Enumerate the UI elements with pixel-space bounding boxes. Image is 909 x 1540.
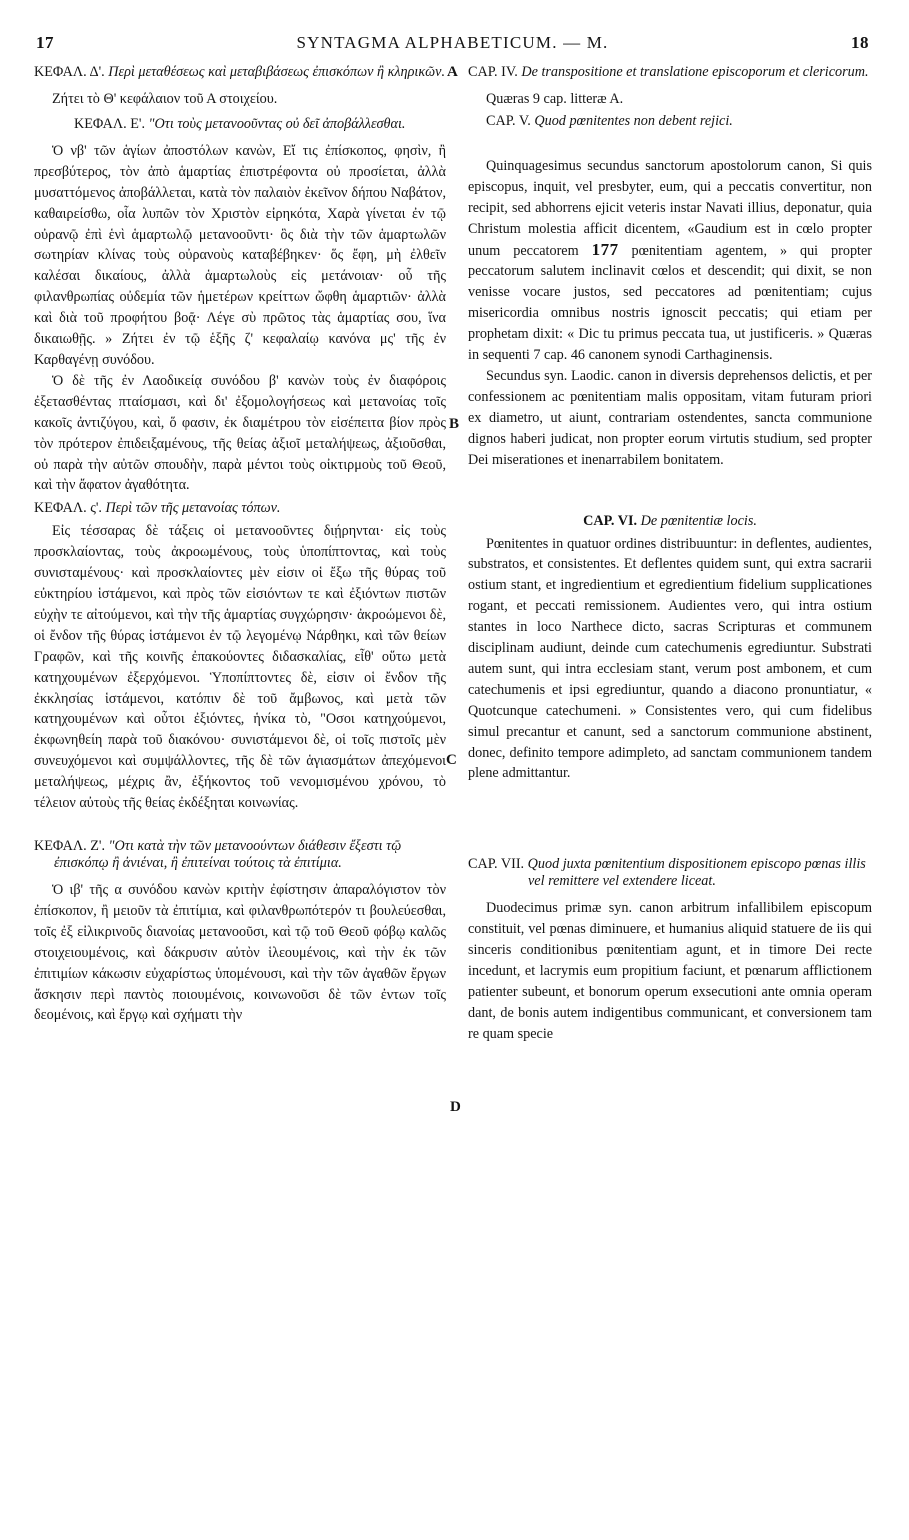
greek-chapter-6-paragraph-1: Εἰς τέσσαρας δὲ τάξεις οἱ μετανοοῦντες διῄρηνται· εἰς τοὺς προσκλαίοντας, τοὺς ἀκροωμένους, τοὺς ὑποπίπτοντας, καὶ τοὺς συνισταμένους· καὶ προσκλαίοντες μὲν εἰσιν οἱ ἔξω τῆς θύρας τοῦ εὐκτηρίου ἱστάμενοι, καὶ πρὸς τῶν εἰσιόντων τε καὶ ἐξιόντων πιστῶν εὐχὴν τε αἰτούμενοι, καὶ τὴν τῆς ἁμαρτίας συγχώρησιν· ἀκροώμενοι δὲ, οἱ ἔνδον τῆς θύρας ἱστάμενοι ἐν τῷ λεγομένῳ Νάρθηκι, καὶ τῶν θείων Γραφῶν, καὶ τῆς κοινῆς ἐπακούοντες διδασκαλίας, εἶθ' οὕτω μετὰ κατηχουμένων ἐξερχόμενοι. Ὑποπίπτοντες δὲ, εἰσιν οἱ ἔνδον τῆς ἐκκλησίας ἱστάμενοι, κατόπιν δὲ τοῦ ἄμβωνος, καὶ μετὰ τῶν κατηχουμένων καὶ οὗτοι ἐξιόντες, ἡνίκα τὸ, "Οσοι κατηχούμενοι, ἐκφωνηθείη παρὰ τοῦ διακόνου· συνιστάμενοι δὲ, οἱ τοῖς πιστοῖς μὲν συνευχόμενοι καὶ συμψάλλοντες, τῆς δὲ τῶν ἁγιασμάτων ἀπεχόμενοι μεταλήψεως, μέχρις ἂν, ἐξήκοντος τοῦ νενομισμένου χρόνου, τὸ τέλειον αὐτοὺς τῆς θείας ἐκδέξηται κοινωνίας.	[34, 523, 446, 812]
greek-chapter-6-number: ΚΕΦΑΛ. ς'.	[34, 500, 102, 517]
margin-letter-c: C	[446, 752, 457, 768]
greek-chapter-5-paragraph-2: Ὁ δὲ τῆς ἐν Λαοδικείᾳ συνόδου β' κανὼν τοὺς ἐν διαφόροις ἐξετασθέντας πταίσμασι, καὶ δι' ἐξομολογήσεως καὶ μετανοίας τοῖς κακοῖς ἀντιζύγου, καὶ, ὅ φασιν, ἐκ διαμέτρου τὸν εἰσέπειτα βίον πρὸς τὸν πρότερον ἐπιδειξαμένους, τῆς θείας ἀξιοῖ μεταλήψεως, ἀξιοῦσθαι, οὐ παρὰ τὴν αὐτῶν σπουδὴν, παρὰ μέντοι τοὺς οἰκτιρμοὺς τοῦ Θεοῦ, καὶ τὴν ἄφατον ἀγαθότητα.	[34, 372, 446, 494]
greek-chapter-7-number: ΚΕΦΑΛ. Ζ'.	[34, 838, 105, 854]
latin-chapter-7-title: Quod juxta pœnitentium dispositionem episcopo pœnas illis vel remittere vel extendere liceat.	[527, 856, 866, 890]
latin-chapter-4-heading	[468, 64, 872, 81]
latin-column	[468, 64, 872, 1045]
greek-chapter-7-title: "Οτι κατὰ τὴν τῶν μετανοούντων διάθεσιν ἔξεστι τῷ ἐπισκόπῳ ἢ ἀνιέναι, ἢ ἐπιτείναι τούτοις τὰ ἐπιτίμια.	[54, 838, 402, 871]
greek-chapter-7-heading	[34, 838, 446, 872]
latin-chapter-4-reference: Quæras 9 cap. litteræ A.	[486, 91, 624, 107]
latin-chapter-6-paragraph-1: Pœnitentes in quatuor ordines distribuuntur: in deflentes, audientes, substratos, et consistentes. Et deflentes quidem sunt, qui extra sacrarii ostium stant, et ingredientium et egredientium fidelium supplicationes rogant, et peccati remissionem. Audientes vero, qui intra ostium stantes in loco Narthece dicto, sacras Scripturas et communem disciplinam audiunt, deinde cum catechumenis egrediuntur. Substrati autem sunt, qui intra ecclesiam stant, verum post ambonem, et cum catechumenis et ipsi egrediuntur, quando a diacono pronuntiatur, « Quotcunque catechumeni. » Consistentes vero, qui cum fidelibus simul precantur et canunt, sed a sanctorum communione abstinent, donec, definito tempore adimpleto, ad sanctam communionem tandem plene admittantur.	[468, 535, 872, 782]
latin-chapter-5-paragraph-1-part-a: Quinquagesimus secundus sanctorum apostolorum canon, Si quis episcopus, inquit, vel presbyter, eum, qui a peccatis convertitur, non recipit, sed abhorrens ejicit veteris instar Navati illius, deponatur, quia Christum molestia afficit dicentem, «Gaudium est in cœlo propter unum peccatorem	[468, 157, 872, 259]
margin-letter-a: A	[447, 64, 458, 80]
page-number-left: 17	[36, 33, 54, 52]
latin-chapter-6-title: De pœnitentiæ locis.	[640, 512, 757, 529]
latin-chapter-5-number: CAP. V.	[486, 112, 531, 129]
latin-chapter-5-heading	[468, 110, 872, 132]
latin-chapter-6-number: CAP. VI.	[583, 512, 638, 529]
page-header	[36, 33, 869, 57]
latin-chapter-5-paragraph-1-part-b: pœnitentiam agentem, » qui propter peccatorum salutem inclinavit cœlos et descendit; qui dixit, se non venisse vocare justos, sed peccatores ad pœnitentiam; cujus misericordia omnibus nostris ignoscit peccatis; qui etiam per prophetam dixit: « Dic tu primus peccata tua, ut justificeris. » Quæras in sequenti 7 cap. 46 canonem synodi Carthaginensis.	[468, 242, 873, 364]
latin-chapter-7-number: CAP. VII.	[468, 856, 525, 873]
margin-letter-b: B	[449, 416, 460, 432]
inline-page-number: 177	[591, 239, 619, 259]
latin-chapter-4-number: CAP. IV.	[468, 64, 518, 80]
page-number-right: 18	[851, 33, 869, 52]
greek-chapter-7-paragraph-1: Ὁ ιβ' τῆς α συνόδου κανὼν κριτὴν ἐφίστησιν ἀπαραλόγιστον τὸν ἐπίσκοπον, ἢ μειοῦν τὰ ἐπιτίμια, καὶ φιλανθρωπότερόν τι βουλεύεσθαι, τοῖς ἐξ εἰλικρινοῦς διανοίας μετανοοῦσι, καὶ τῷ τοῦ Θεοῦ φόβῳ καλῶς στοιχειουμένοις, καὶ δάκρυσιν αὐτὸν ἱλεουμένοις, καὶ τὴν ἐκ τῶν ἐπιτιμίων κάκωσιν εὐχαρίστως ὑπομένουσι, καὶ τὴν τῶν ἀγαθῶν ἔργων ἄσκησιν περὶ παντὸς ποιουμένοις, κοινωνοῦσι δὲ τῶν ἐντων τοῖς δεομένοις, καὶ ἔργῳ καὶ σχήματι τὴν	[34, 882, 446, 1024]
greek-chapter-6-heading	[34, 500, 446, 517]
greek-chapter-4-title: Περὶ μεταθέσεως καὶ μεταβιβάσεως ἐπισκόπων ἢ κληρικῶν.	[108, 64, 445, 80]
running-title: SYNTAGMA ALPHABETICUM. — M.	[296, 33, 609, 52]
greek-chapter-5-heading	[34, 116, 446, 133]
latin-chapter-5-paragraph-1	[468, 156, 872, 366]
greek-chapter-4-number: ΚΕΦΑΛ. Δ'.	[34, 64, 105, 80]
margin-letter-d: D	[450, 1099, 461, 1115]
greek-chapter-4-reference: Ζήτει τὸ Θ' κεφάλαιον τοῦ Α στοιχείου.	[52, 91, 278, 107]
greek-chapter-4-heading	[34, 64, 446, 81]
latin-chapter-6-heading	[468, 513, 872, 530]
latin-chapter-4-title: De transpositione et translatione episcoporum et clericorum.	[521, 64, 869, 80]
greek-chapter-5-number: ΚΕΦΑΛ. Ε'.	[74, 115, 145, 132]
greek-chapter-6-title: Περὶ τῶν τῆς μετανοίας τόπων.	[105, 500, 281, 517]
greek-chapter-5-title: "Οτι τοὺς μετανοοῦντας οὐ δεῖ ἀποβάλλεσθαι.	[148, 115, 406, 132]
greek-column	[34, 64, 446, 1026]
greek-chapter-5-paragraph-1: Ὁ νβ' τῶν ἁγίων ἀποστόλων κανὼν, Εἴ τις ἐπίσκοπος, φησὶν, ἢ πρεσβύτερος, τὸν ἀπὸ ἁμαρτίας ἐπιστρέφοντα οὐ προσίεται, ἀλλὰ μυσαττόμενος ἀποβάλλεται, κατὰ τὸν παλαιὸν ἐκεῖνον δήπου Ναβάτον, καθαιρείσθω, οἷα λυπῶν τὸν Χριστὸν εἰρηκότα, Χαρὰ γίνεται ἐν τῷ οὐρανῷ ἐπὶ ἑνὶ ἁμαρτωλῷ μετανοοῦντι· ὃς διὰ τὴν τῶν ἁμαρτωλῶν σωτηρίαν κλίνας τοὺς οὐρανοὺς καταβέβηκεν· ὅς ἔφη, μὴ ἐλθεῖν καλέσαι δικαίους, ἀλλὰ ἁμαρτωλοὺς εἰς μετάνοιαν· οὗ τῆς φιλανθρωπίας οὐδεμία τῶν ἡμετέρων κρείττων ὤφθη ἁμαρτιῶν· ἀλλὰ καὶ διὰ τοῦ προφήτου βοᾷ· Λέγε σὺ πρῶτος τὰς ἁμαρτίας σου, ἵνα δικαιωθῇς. » Ζήτει ἐν τῷ ἑξῆς ζ' κεφαλαίῳ κανόνα μς' τῆς ἐν Καρθαγένῃ συνόδου.	[34, 142, 446, 368]
latin-chapter-5-paragraph-2: Secundus syn. Laodic. canon in diversis deprehensos delictis, et per confessionem ac pœnitentiam malis oppositam, vitam futuram priori ex diametro, ut aiunt, contrariam ostendentes, sancta communione dignos haberi judicat, non propter eorum virtutis studium, sed propter Dei miserationes et inenarrabilem bonitatem.	[468, 367, 872, 468]
latin-chapter-7-heading	[468, 856, 872, 890]
latin-chapter-5-title: Quod pœnitentes non debent rejici.	[534, 112, 733, 129]
latin-chapter-7-paragraph-1: Duodecimus primæ syn. canon arbitrum infallibilem episcopum constituit, vel pœnas diminuere, et humanius aliquid statuere de iis qui sinceris conditionibus pœnitentiam agunt, et in timore Dei recte incedunt, et lacrymis eum propitium faciunt, et pœnarum afflictionem patienter subeunt, et bonorum operum exsecutioni ante omnia operam dant, de bonis autem indigentibus communicant, et conversionem tam re quam specie	[468, 900, 872, 1042]
